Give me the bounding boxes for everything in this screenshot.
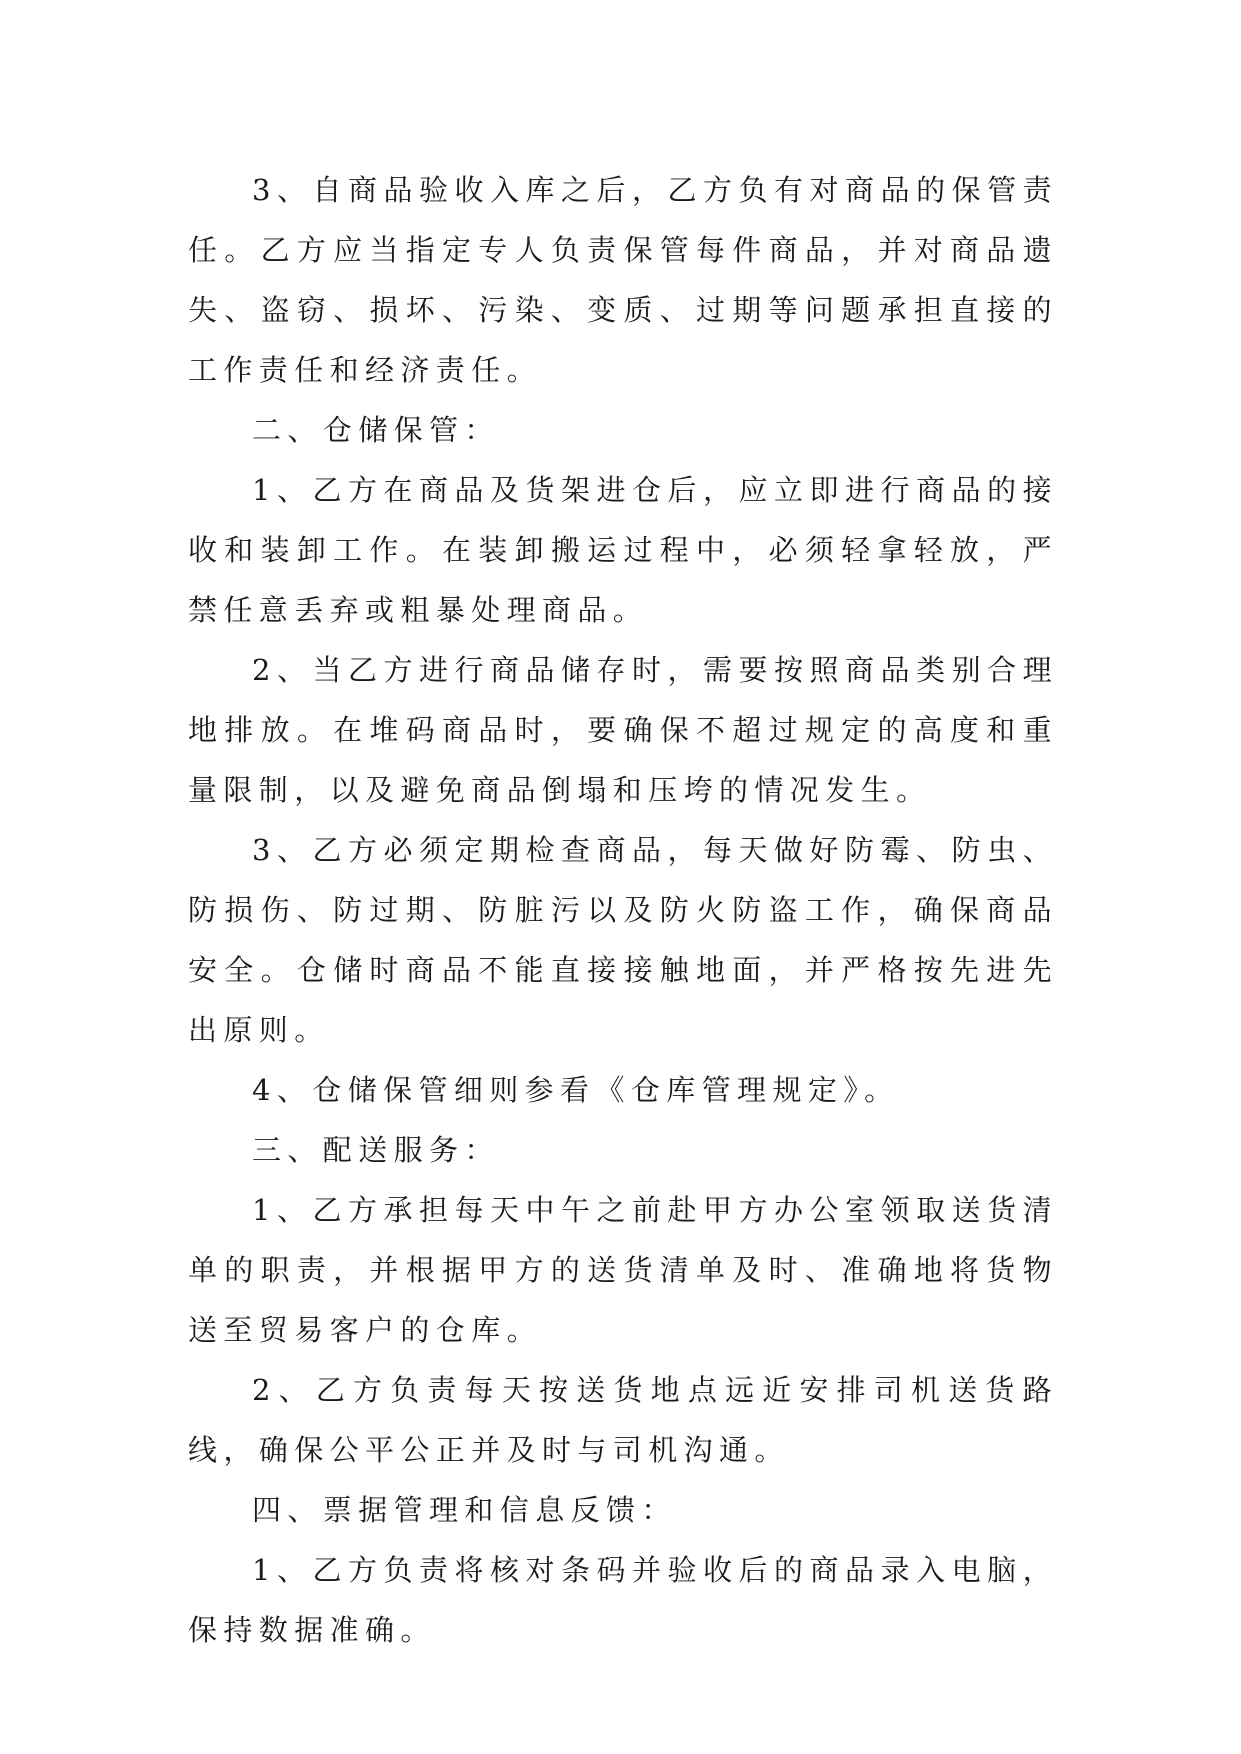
paragraph-stacking-rules: 2、当乙方进行商品储存时，需要按照商品类别合理地排放。在堆码商品时，要确保不超过规定的高度和重量限制，以及避免商品倒塌和压垮的情况发生。 [188, 653, 1058, 807]
paragraph-storage-rules-reference: 4、仓储保管细则参看《仓库管理规定》。 [252, 1073, 900, 1107]
paragraph-storage-responsibility: 3、自商品验收入库之后，乙方负有对商品的保管责任。乙方应当指定专人负责保管每件商品，并对商品遗失、盗窃、损坏、污染、变质、过期等问题承担直接的工作责任和经济责任。 [188, 173, 1058, 387]
paragraph-data-entry: 1、乙方负责将核对条码并验收后的商品录入电脑，保持数据准确。 [188, 1553, 1058, 1647]
paragraph-receiving-unloading: 1、乙方在商品及货架进仓后，应立即进行商品的接收和装卸工作。在装卸搬运过程中，必须轻拿轻放，严禁任意丢弃或粗暴处理商品。 [188, 473, 1058, 627]
paragraph-inspection: 3、乙方必须定期检查商品，每天做好防霉、防虫、防损伤、防过期、防脏污以及防火防盗工作，确保商品安全。仓储时商品不能直接接触地面，并严格按先进先出原则。 [188, 833, 1058, 1047]
paragraph-delivery-routes: 2、乙方负责每天按送货地点远近安排司机送货路线，确保公平公正并及时与司机沟通。 [188, 1373, 1058, 1467]
section-heading-warehouse-storage: 二、仓储保管： [252, 413, 500, 447]
paragraph-delivery-list: 1、乙方承担每天中午之前赴甲方办公室领取送货清单的职责，并根据甲方的送货清单及时、准确地将货物送至贸易客户的仓库。 [188, 1193, 1058, 1347]
document-body [188, 160, 1058, 1660]
section-heading-receipts-feedback: 四、票据管理和信息反馈： [252, 1493, 677, 1527]
section-heading-delivery-service: 三、配送服务： [252, 1133, 500, 1167]
